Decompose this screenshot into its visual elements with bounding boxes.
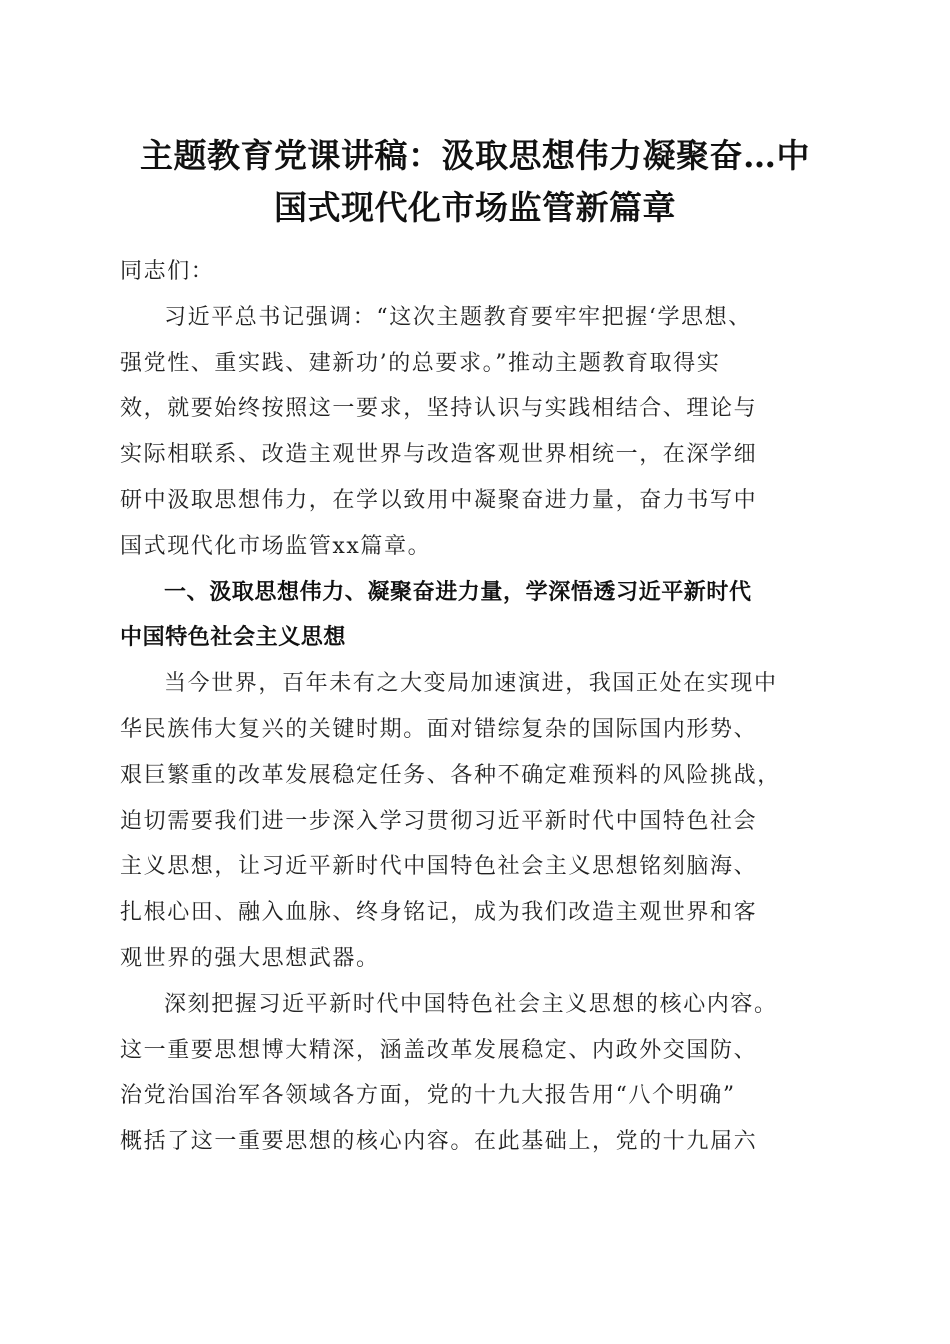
paragraph-core-content: [120, 982, 832, 1165]
paragraph-line: 实际相联系、改造主观世界与改造客观世界相统一，在深学细: [120, 442, 758, 468]
paragraph-line: 强党性、重实践、建新功’的总要求。”推动主题教育取得实: [120, 350, 721, 376]
paragraph-line: 这一重要思想博大精深，涵盖改革发展稳定、内政外交国防、: [120, 1037, 758, 1063]
paragraph-line: 习近平总书记强调：“这次主题教育要牢牢把握‘学思想、: [164, 304, 752, 330]
title-line-2: 国式现代化市场监管新篇章: [274, 188, 676, 227]
paragraph-intro: [120, 295, 832, 570]
heading-line: 一、汲取思想伟力、凝聚奋进力量，学深悟透习近平新时代: [164, 579, 752, 605]
greeting: 同志们：: [120, 259, 215, 284]
paragraph-line: 研中汲取思想伟力，在学以致用中凝聚奋进力量，奋力书写中: [120, 487, 758, 513]
heading-line: 中国特色社会主义思想: [120, 625, 347, 651]
paragraph-line: 扎根心田、融入血脉、终身铭记，成为我们改造主观世界和客: [120, 900, 758, 926]
paragraph-line: 艰巨繁重的改革发展稳定任务、各种不确定难预料的风险挑战，: [120, 762, 781, 788]
paragraph-line: 概括了这一重要思想的核心内容。在此基础上，党的十九届六: [120, 1129, 758, 1155]
document-body: [120, 249, 832, 1165]
paragraph-line: 当今世界，百年未有之大变局加速演进，我国正处在实现中: [164, 671, 778, 697]
title-line-1: 主题教育党课讲稿：汲取思想伟力凝聚奋…中: [140, 136, 810, 175]
paragraph-line: 国式现代化市场监管xx篇章。: [120, 533, 432, 559]
paragraph-line: 治党治国治军各领域各方面，党的十九大报告用“八个明确”: [120, 1083, 736, 1109]
section-heading-1: [120, 570, 832, 662]
paragraph-line: 观世界的强大思想武器。: [120, 945, 380, 971]
paragraph-context: [120, 661, 832, 982]
paragraph-line: 深刻把握习近平新时代中国特色社会主义思想的核心内容。: [164, 991, 778, 1017]
paragraph-line: 主义思想，让习近平新时代中国特色社会主义思想铭刻脑海、: [120, 854, 758, 880]
paragraph-line: 效，就要始终按照这一要求，坚持认识与实践相结合、理论与: [120, 396, 758, 422]
document-title: [100, 130, 850, 234]
paragraph-line: 华民族伟大复兴的关键时期。面对错综复杂的国际国内形势、: [120, 716, 758, 742]
paragraph-line: 迫切需要我们进一步深入学习贯彻习近平新时代中国特色社会: [120, 808, 758, 834]
